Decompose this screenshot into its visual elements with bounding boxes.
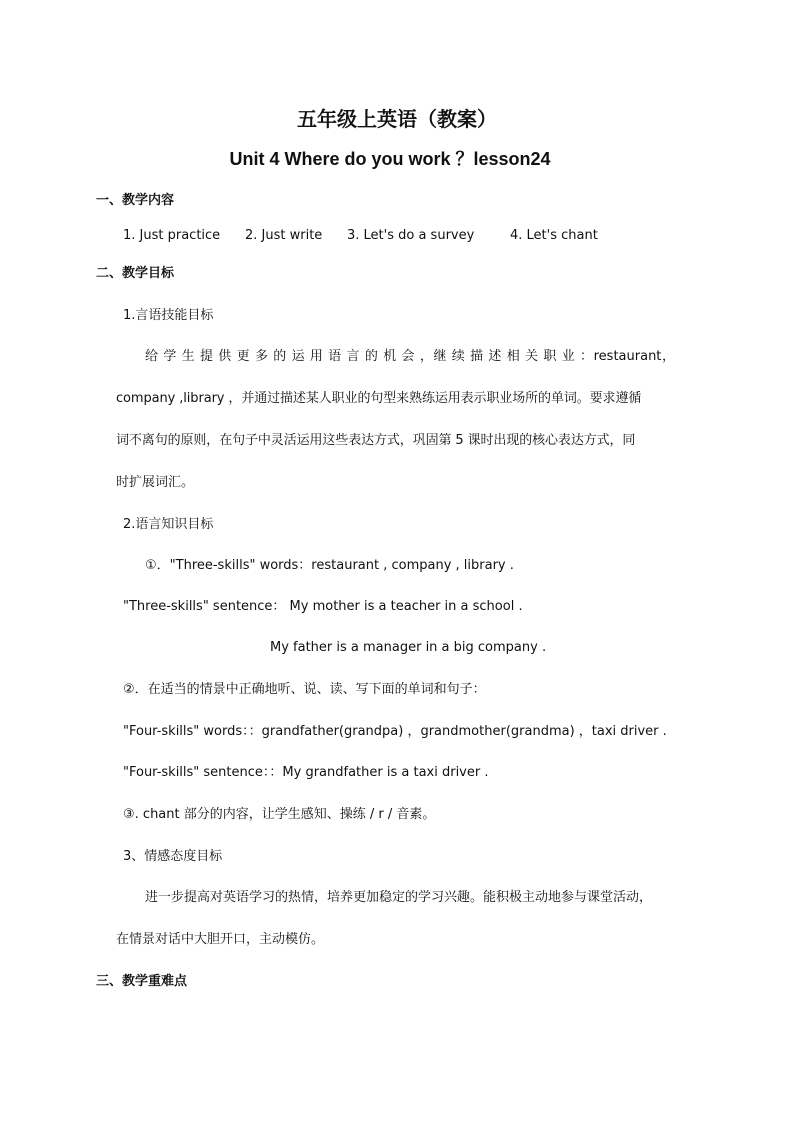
- paragraph-line: 时扩展词汇。: [116, 475, 195, 490]
- list-item: 1. Just practice: [123, 228, 221, 243]
- section-heading-content: 一、教学内容: [96, 193, 175, 208]
- goal2-heading: 2.语言知识目标: [123, 517, 214, 532]
- paragraph-line: 在情景对话中大胆开口，主动模仿。: [116, 932, 325, 947]
- list-item: 4. Let's chant: [510, 228, 598, 243]
- paragraph-line: 词不离句的原则，在句子中灵活运用这些表达方式，巩固第 5 课时出现的核心表达方式，同: [116, 433, 636, 448]
- page-title: 五年级上英语（教案）: [297, 107, 497, 131]
- paragraph-line: 进一步提高对英语学习的热情，培养更加稳定的学习兴趣。能积极主动地参与课堂活动，: [145, 890, 653, 905]
- goal3-heading: 3、情感态度目标: [123, 849, 223, 864]
- list-item: 3. Let's do a survey: [347, 228, 475, 243]
- page-subtitle: Unit 4 Where do you work ？lesson24: [229, 149, 551, 169]
- paragraph-line: ①．"Three-skills" words：restaurant , company , library .: [145, 558, 514, 573]
- paragraph-line: "Three-skills" sentence： My mother is a teacher in a school .: [123, 599, 523, 614]
- paragraph-line: 给 学 生 提 供 更 多 的 运 用 语 言 的 机 会 ，继 续 描 述 相 关 职 业 ：restaurant，: [145, 349, 675, 364]
- paragraph-line: My father is a manager in a big company .: [270, 640, 547, 655]
- paragraph-line: company ,library ，并通过描述某人职业的句型来熟练运用表示职业场所的单词。要求遵循: [116, 391, 642, 406]
- section-heading-goals: 二、教学目标: [96, 266, 175, 281]
- paragraph-line: "Four-skills" sentence：：My grandfather is a taxi driver .: [123, 765, 489, 780]
- list-item: 2. Just write: [245, 228, 323, 243]
- paragraph-line: ②．在适当的情景中正确地听、说、读、写下面的单词和句子：: [123, 682, 486, 697]
- goal1-heading: 1.言语技能目标: [123, 308, 214, 323]
- paragraph-line: ③. chant 部分的内容，让学生感知、操练 / r / 音素。: [123, 807, 436, 822]
- paragraph-line: "Four-skills" words：：grandfather(grandpa) ，grandmother(grandma) ，taxi driver .: [123, 724, 667, 739]
- section-heading-difficulties: 三、教学重难点: [96, 974, 188, 989]
